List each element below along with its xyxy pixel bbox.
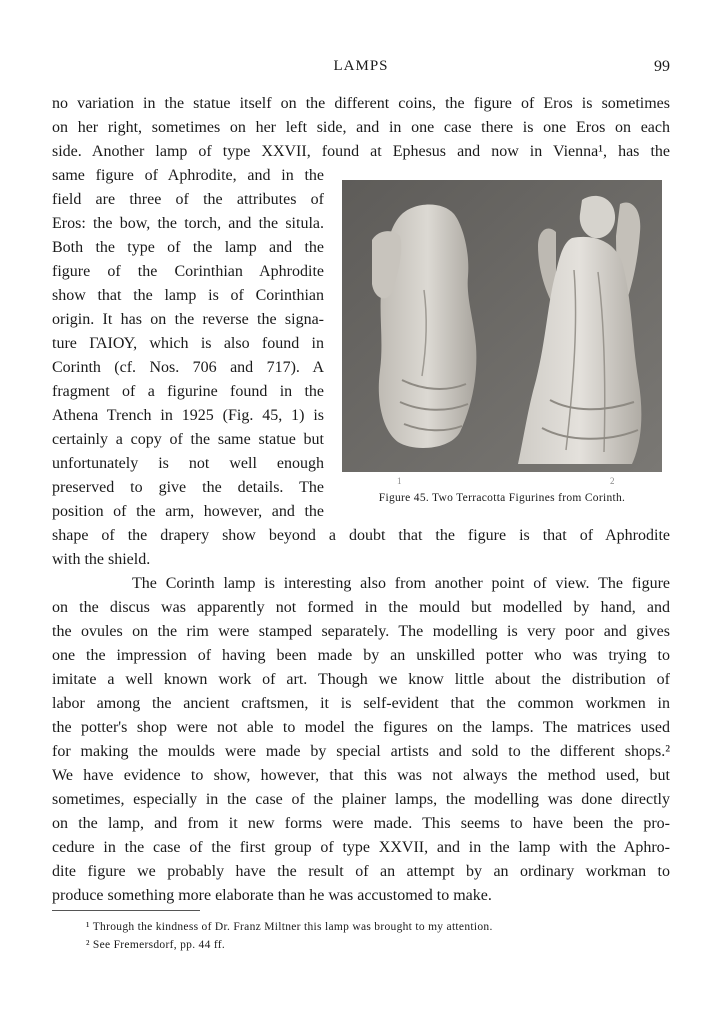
figure-label-2: 2: [610, 476, 615, 486]
text-line: shape of the drapery show beyond a doubt that the figure is that of Aphrodite: [52, 527, 670, 544]
text-line: preserved to give the details. The: [52, 479, 324, 496]
wrapped-text-column: [52, 164, 324, 524]
paragraph-two: [52, 572, 670, 908]
text-line: show that the lamp is of Corinthian: [52, 287, 324, 304]
text-line: for making the moulds were made by special artists and sold to the different shops.²: [52, 743, 670, 760]
text-line: origin. It has on the reverse the signa-: [52, 311, 324, 328]
running-head: [52, 58, 670, 78]
text-line: fragment of a figurine found in the: [52, 383, 324, 400]
terracotta-figurines-image: [342, 180, 662, 472]
text-line: dite figure we probably have the result of an attempt by an ordinary workman to: [52, 863, 670, 880]
footnotes: [86, 918, 666, 954]
text-line: The Corinth lamp is interesting also from another point of view. The figure: [132, 575, 670, 592]
text-line: same figure of Aphrodite, and in the: [52, 167, 324, 184]
text-line: figure of the Corinthian Aphrodite: [52, 263, 324, 280]
figure-caption: Figure 45. Two Terracotta Figurines from Corinth.: [378, 492, 626, 504]
text-line: Both the type of the lamp and the: [52, 239, 324, 256]
footnote-rule: [52, 910, 200, 911]
text-line: unfortunately is not well enough: [52, 455, 324, 472]
text-line: labor among the ancient craftsmen, it is self-evident that the common workmen in: [52, 695, 670, 712]
figure-labels: [342, 474, 662, 488]
text-line: on the lamp, and from it new forms were made. This seems to have been the pro-: [52, 815, 670, 832]
text-line: on her right, sometimes on her left side, and in one case there is one Eros on each: [52, 119, 670, 136]
text-line: with the shield.: [52, 551, 151, 568]
text-line: We have evidence to show, however, that this was not always the method used, but: [52, 767, 670, 784]
text-line: certainly a copy of the same statue but: [52, 431, 324, 448]
figure-label-1: 1: [397, 476, 402, 486]
figurine-1: [372, 204, 476, 448]
text-line: produce something more elaborate than he was accustomed to make.: [52, 887, 492, 904]
text-line: imitate a well known work of art. Though we know little about the distribution of: [52, 671, 670, 688]
text-line: Eros: the bow, the torch, and the situla.: [52, 215, 324, 232]
text-line: no variation in the statue itself on the different coins, the figure of Eros is sometimes: [52, 95, 670, 112]
text-line: the potter's shop were not able to model the figures on the lamps. The matrices used: [52, 719, 670, 736]
text-line: position of the arm, however, and the: [52, 503, 324, 520]
text-line: ture ΓΑΙΟΥ, which is also found in: [52, 335, 324, 352]
text-line: the ovules on the rim were stamped separately. The modelling is very poor and gives: [52, 623, 670, 640]
footnote-1: ¹ Through the kindness of Dr. Franz Miltner this lamp was brought to my attention.: [86, 921, 493, 933]
running-title: LAMPS: [333, 58, 389, 74]
text-line: Athena Trench in 1925 (Fig. 45, 1) is: [52, 407, 324, 424]
text-line: one the impression of having been made by an unskilled potter who was trying to: [52, 647, 670, 664]
text-line: sometimes, especially in the case of the plainer lamps, the modelling was done directly: [52, 791, 670, 808]
paragraph-top: [52, 92, 670, 164]
footnote-2: ² See Fremersdorf, pp. 44 ff.: [86, 939, 226, 951]
text-line: field are three of the attributes of: [52, 191, 324, 208]
text-line: on the discus was apparently not formed in the mould but modelled by hand, and: [52, 599, 670, 616]
figure-photograph: [342, 180, 662, 472]
text-line: side. Another lamp of type XXVII, found at Ephesus and now in Vienna¹, has the: [52, 143, 670, 160]
paragraph-continuation: [52, 524, 670, 572]
text-line: Corinth (cf. Nos. 706 and 717). A: [52, 359, 324, 376]
page-number: 99: [654, 58, 670, 75]
text-line: cedure in the case of the first group of type XXVII, and in the lamp with the Aphro-: [52, 839, 670, 856]
